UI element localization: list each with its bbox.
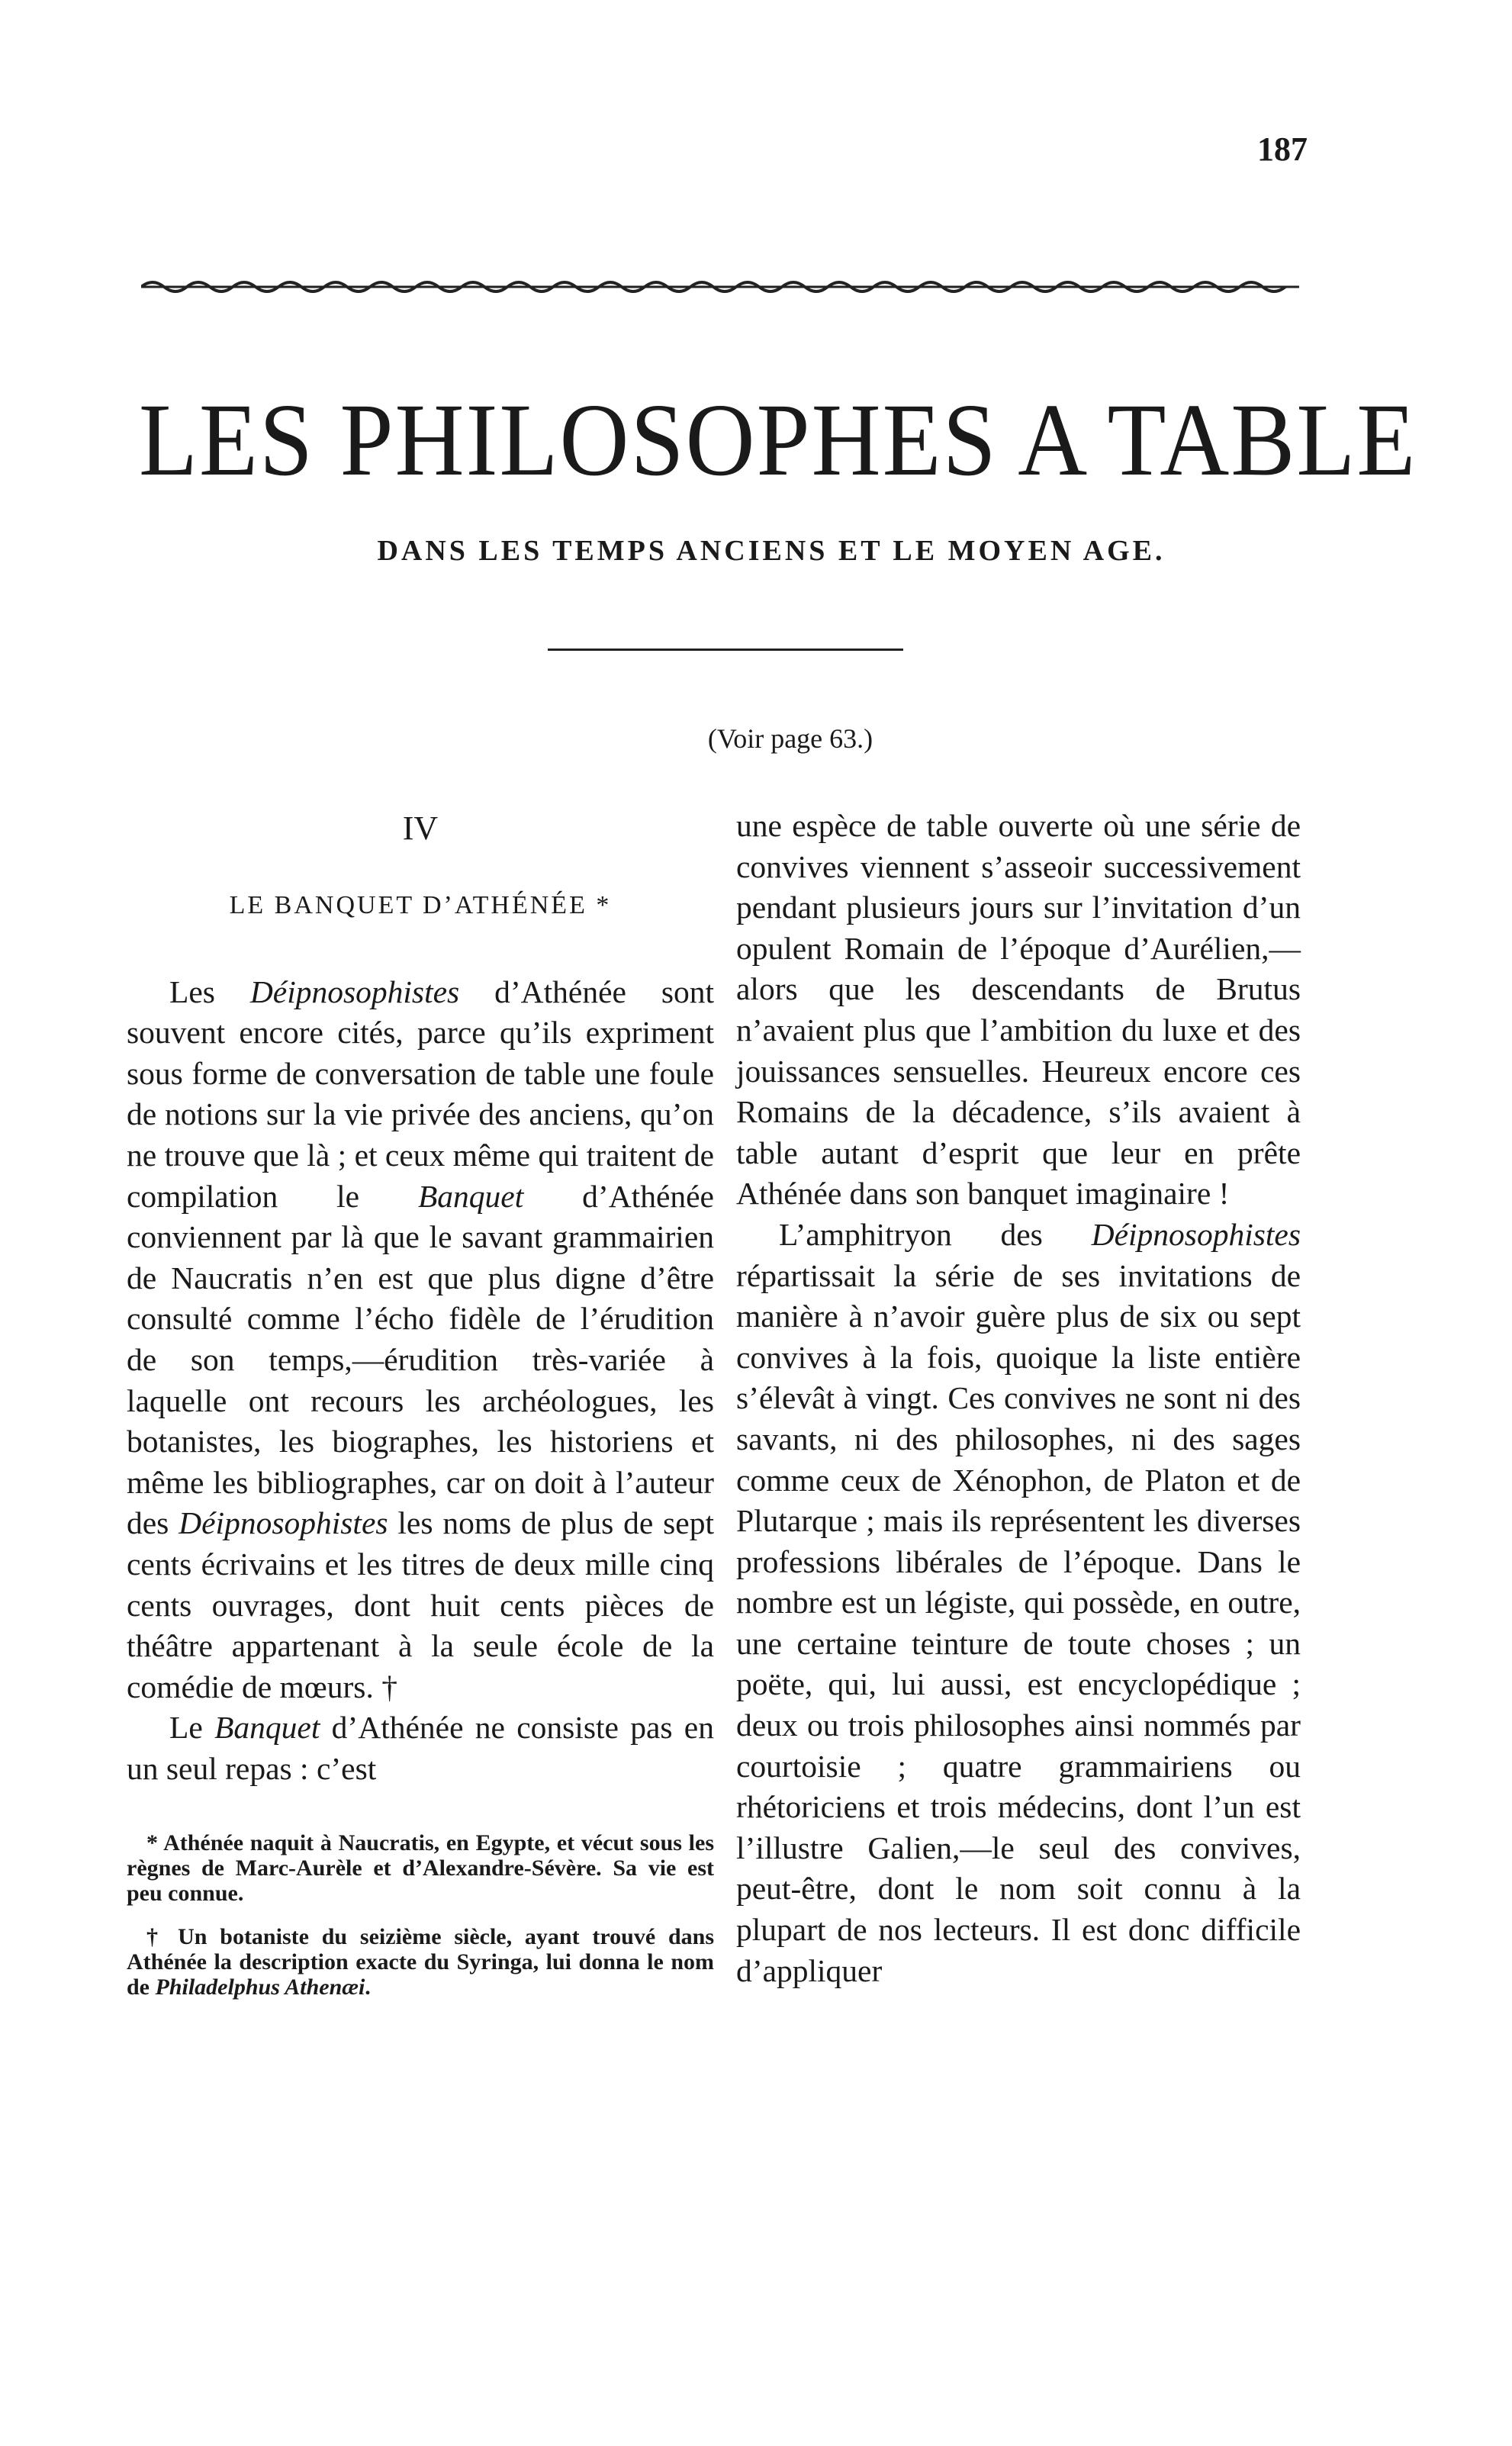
paragraph: Les Déipnosophistes d’Athénée sont souvent encore cités, parce qu’ils expriment sous forme de conversation de table une foule de notions sur la vie privée des anciens, qu’on ne trouve que là ; et ceux même qui traitent de compilation le Banquet d’Athénée conviennent par là que le savant grammairien de Naucratis n’en est que plus digne d’être consulté comme l’écho fidèle de l’érudition de son temps,—érudition très-variée à laquelle ont recours les archéologues, les botanistes, les biographes, les historiens et même les bibliographes, car on doit à l’auteur des Déipnosophistes les noms de plus de sept cents écrivains et les titres de deux mille cinq cents ouvrages, dont huit cents pièces de théâtre appartenant à la seule école de la comédie de mœurs. † <box>127 974 714 1704</box>
footnote: * Athénée naquit à Naucratis, en Egypte, et vécut sous les règnes de Marc-Aurèle et d’Alexandre-Sévère. Sa vie est peu connue. <box>127 1830 714 1907</box>
page-reference: (Voir page 63.) <box>707 723 873 754</box>
main-title: LES PHILOSOPHES A TABLE <box>139 383 1417 498</box>
subtitle: DANS LES TEMPS ANCIENS ET LE MOYEN AGE. <box>377 535 1166 567</box>
title-rule <box>548 649 903 651</box>
paragraph: L’amphitryon des Déipnosophistes répartissait la série de ses invitations de manière à n’avoir guère plus de six ou sept convives à la fois, quoique la liste entière s’élevât à vingt. Ces convives ne sont ni des savants, ni des philosophes, ni des sages comme ceux de Xénophon, de Platon et de Plutarque ; mais ils représentent les diverses professions libérales de l’époque. Dans le nombre est un légiste, qui possède, en outre, une certaine teinture de toute choses ; un poëte, qui, lui aussi, est encyclopédique ; deux ou trois philosophes ainsi nommés par courtoisie ; quatre grammairiens ou rhétoriciens et trois médecins, dont l’un est l’illustre Galien,—le seul des convives, peut-être, dont le nom soit connu à la plupart de nos lecteurs. Il est donc difficile d’appliquer <box>736 1216 1301 1988</box>
left-column <box>127 806 714 2018</box>
footnotes <box>127 1830 714 2000</box>
paragraph: une espèce de table ouverte où une série de convives viennent s’asseoir successivement pendant plusieurs jours sur l’invitation d’un opulent Romain de l’époque d’Aurélien,— alors que les descendants de Brutus n’avaient plus que l’ambition du luxe et des jouissances sensuelles. Heureux encore ces Romains de la décadence, s’ils avaient à table autant d’esprit que leur en prête Athénée dans son banquet imaginaire ! <box>736 808 1301 1212</box>
right-column <box>736 806 1301 1991</box>
section-title: LE BANQUET D’ATHÉNÉE * <box>229 891 612 919</box>
chapter-number: IV <box>402 809 439 847</box>
decorative-rule-ornament <box>141 276 1299 298</box>
page-number: 187 <box>1257 130 1308 168</box>
footnote: † Un botaniste du seizième siècle, ayant trouvé dans Athénée la description exacte du Syringa, lui donna le nom de Philadelphus Athenæi. <box>127 1924 714 2000</box>
paragraph: Le Banquet d’Athénée ne consiste pas en un seul repas : c’est <box>127 1710 714 1786</box>
